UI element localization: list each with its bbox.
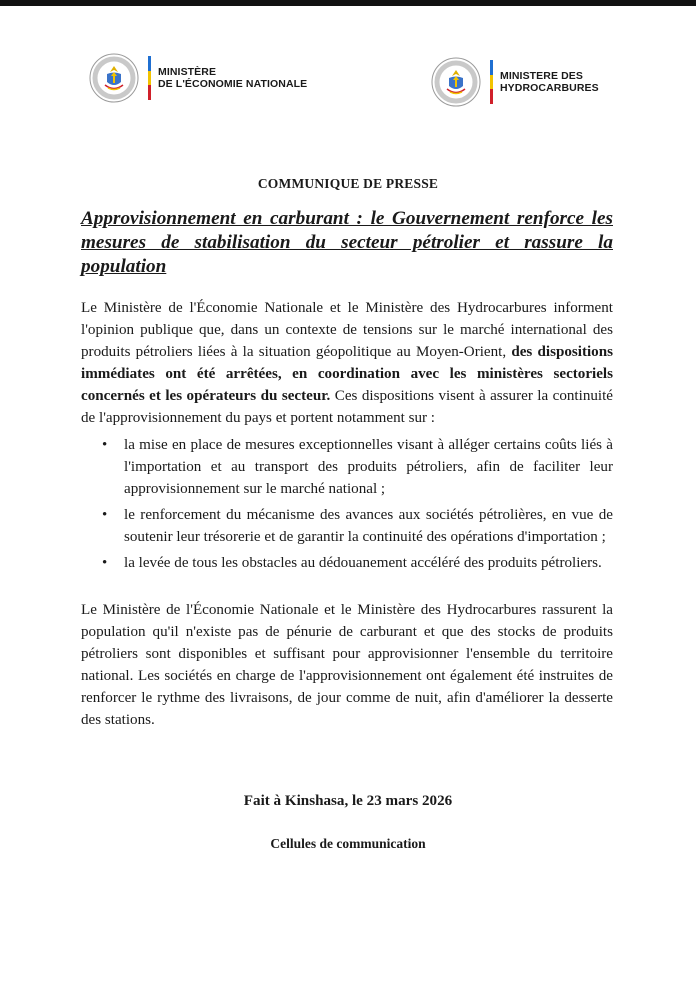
- ministry-economie-name: [158, 66, 307, 90]
- intro-text-a: Le Ministère de l'Économie Nationale et le Ministère des Hydrocarbures informent l'opinion publique que, dans un contexte de tensions sur le marché international des produits pétroliers liées à la situation géopolitique au Moyen-Orient,: [81, 300, 613, 360]
- ministry-economie-logo: [88, 52, 307, 104]
- flag-blue-stripe: [148, 56, 151, 71]
- measures-list: [81, 434, 613, 574]
- flag-red-stripe: [490, 89, 493, 104]
- top-border: [0, 0, 696, 6]
- ministry-name-line1: MINISTÈRE: [158, 66, 217, 78]
- ministry-hydrocarbures-name: [500, 70, 599, 94]
- press-release-label: COMMUNIQUE DE PRESSE: [257, 176, 439, 191]
- place-date-signoff: Fait à Kinshasa, le 23 mars 2026: [243, 793, 453, 809]
- flag-yellow-stripe: [148, 71, 151, 86]
- reassurance-paragraph: Le Ministère de l'Économie Nationale et le Ministère des Hydrocarbures rassurent la population qu'il n'existe pas de pénurie de carburant et que des stocks de produits pétroliers sont disponibles et suffisant pour approvisionner l'ensemble du territoire national. Les sociétés en charge de l'approvisionnement ont également été instruites de renforcer le rythme des livraisons, de jour comme de nuit, afin d'améliorer la desserte des stations.: [81, 602, 613, 728]
- list-item: • la levée de tous les obstacles au dédouanement accéléré des produits pétroliers.: [81, 552, 613, 574]
- flag-color-bar: [490, 60, 493, 104]
- flag-blue-stripe: [490, 60, 493, 75]
- flag-red-stripe: [148, 85, 151, 100]
- headline: Approvisionnement en carburant : le Gouvernement renforce les mesures de stabilisation du secteur pétrolier et rassure la population: [81, 208, 613, 277]
- coat-of-arms-seal-icon: [430, 56, 482, 108]
- intro-paragraph: [81, 297, 613, 429]
- ministry-name-line2: DE L'ÉCONOMIE NATIONALE: [158, 78, 308, 90]
- ministry-name-line2: HYDROCARBURES: [500, 82, 599, 94]
- coat-of-arms-seal-icon: [88, 52, 140, 104]
- intro-text-b: Ces dispositions visent à assurer la continuité de l'approvisionnement du pays et portent notamment sur :: [81, 388, 613, 426]
- signature-communication-cells: Cellules de communication: [270, 836, 426, 851]
- list-item: • le renforcement du mécanisme des avances aux sociétés pétrolières, en vue de soutenir leur trésorerie et de garantir la continuité des opérations d'importation ;: [81, 504, 613, 548]
- ministry-name-line1: MINISTERE DES: [500, 70, 583, 82]
- ministry-hydrocarbures-logo: [430, 56, 599, 108]
- flag-color-bar: [148, 56, 151, 100]
- flag-yellow-stripe: [490, 75, 493, 90]
- intro-text-bold: des dispositions immédiates ont été arrêtées, en coordination avec les ministères sectoriels concernés et les opérateurs du secteur.: [81, 344, 613, 404]
- list-item: • la mise en place de mesures exceptionnelles visant à alléger certains coûts liés à l'importation et au transport des produits pétroliers, afin de faciliter leur approvisionnement sur le marché national ;: [81, 434, 613, 500]
